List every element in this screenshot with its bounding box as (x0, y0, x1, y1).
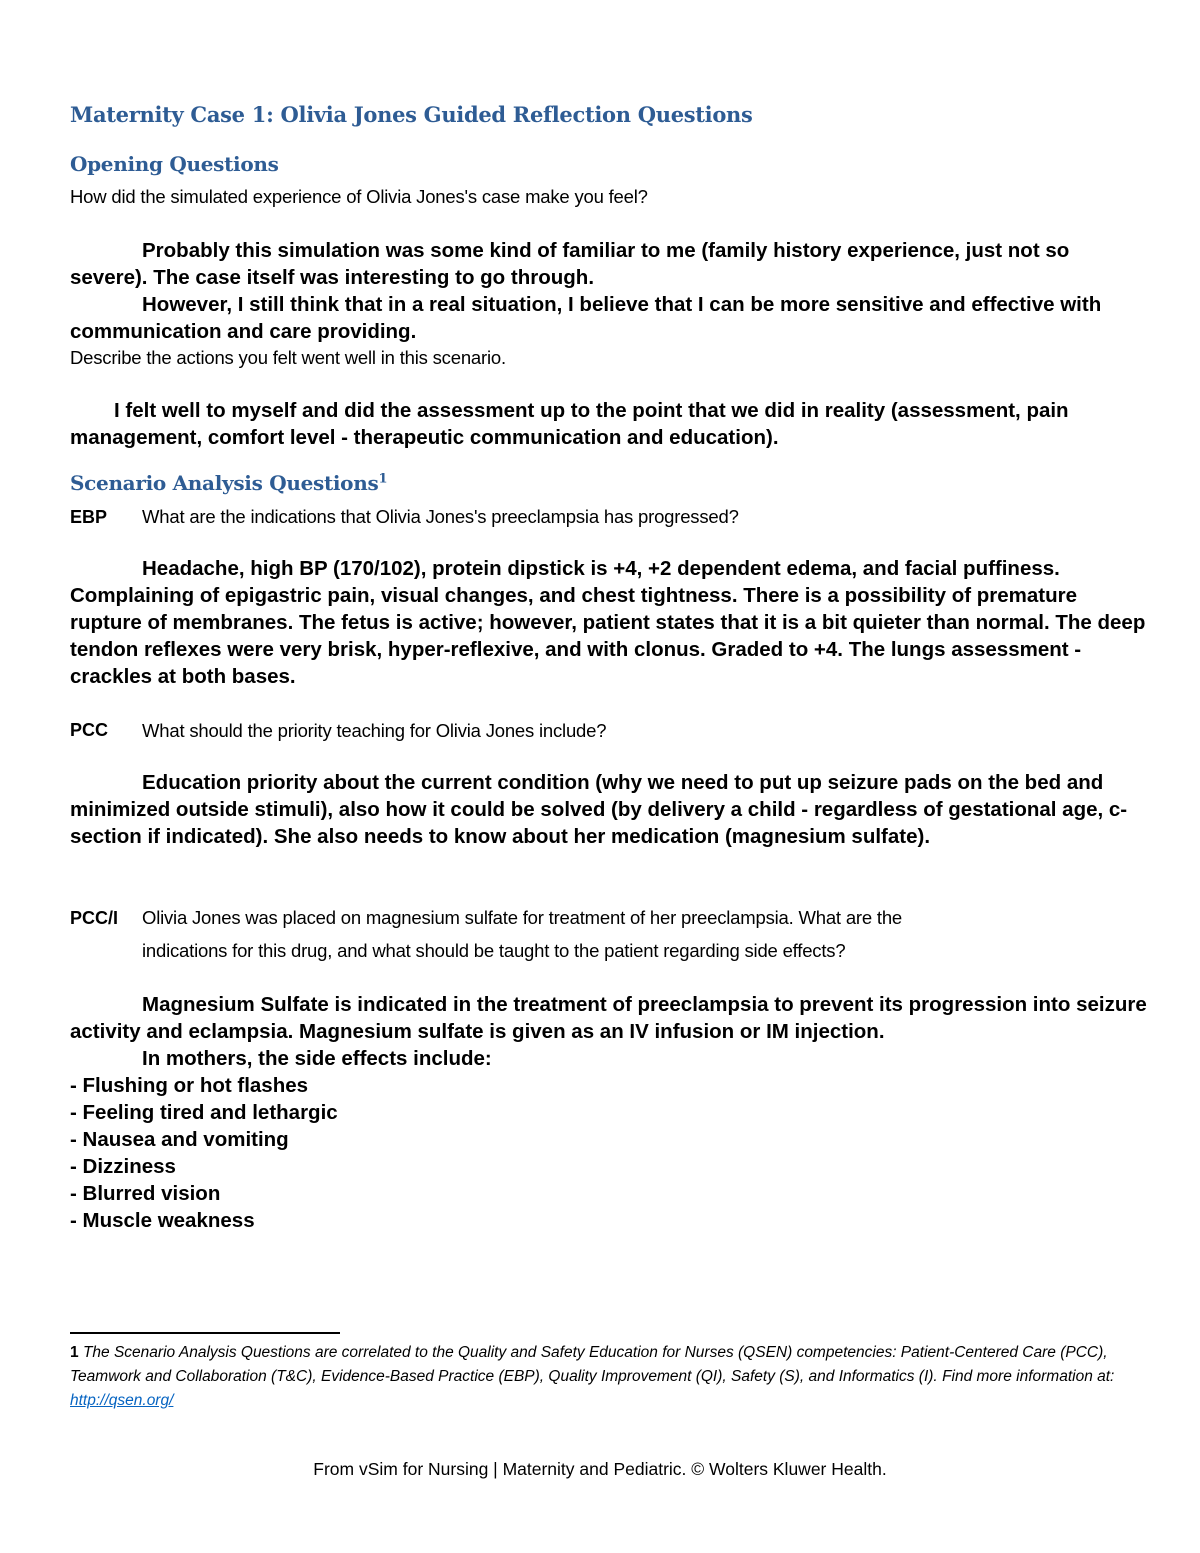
page-footer: From vSim for Nursing | Maternity and Pediatric. © Wolters Kluwer Health. (313, 1459, 887, 1479)
pcc-question: What should the priority teaching for Olivia Jones include? (142, 720, 607, 741)
opening-answer-1-p2: However, I still think that in a real situation, I believe that I can be more sensitive and effective with communication and care providing. (70, 293, 1102, 343)
list-item: - Blurred vision (70, 1182, 221, 1205)
pcci-answer-p2: In mothers, the side effects include: (142, 1047, 492, 1070)
footnote-number: 1 (70, 1344, 79, 1361)
pcci-label: PCC/I (70, 908, 119, 928)
side-effects-list (70, 1072, 1150, 1234)
opening-answer-2: I felt well to myself and did the assessment up to the point that we did in reality (assessment, pain management, comfort level - therapeutic communication and education). (70, 399, 1069, 449)
opening-question-2: Describe the actions you felt went well in this scenario. (70, 347, 506, 368)
list-item: - Flushing or hot flashes (70, 1074, 309, 1097)
ebp-question: What are the indications that Olivia Jones's preeclampsia has progressed? (142, 506, 739, 527)
pcci-answer-p1: Magnesium Sulfate is indicated in the treatment of preeclampsia to prevent its progression into seizure activity and eclampsia. Magnesium sulfate is given as an IV infusion or IM injection. (70, 993, 1147, 1043)
pcci-answer (70, 991, 1150, 1234)
list-item: - Feeling tired and lethargic (70, 1101, 338, 1124)
pcci-question-line-2: indications for this drug, and what should be taught to the patient regarding side effects? (142, 940, 846, 961)
opening-questions-heading: Opening Questions (70, 152, 279, 176)
list-item: - Muscle weakness (70, 1209, 255, 1232)
qsen-link[interactable]: http://qsen.org/ (70, 1392, 174, 1409)
pcc-label: PCC (70, 720, 109, 740)
ebp-answer: Headache, high BP (170/102), protein dipstick is +4, +2 dependent edema, and facial puffiness. Complaining of epigastric pain, visual changes, and chest tightness. There is a possibility of premature rupture of membranes. The fetus is active; however, patient states that it is a bit quieter than normal. The deep tendon reflexes were very brisk, hyper-reflexive, and with clonus. Graded to +4. The lungs assessment - crackles at both bases. (70, 557, 1146, 688)
pcc-answer: Education priority about the current condition (why we need to put up seizure pads on the bed and minimized outside stimuli), also how it could be solved (by delivery a child - regardless of gestational age, c-section if indicated). She also needs to know about her medication (magnesium sulfate). (70, 771, 1128, 848)
list-item: - Nausea and vomiting (70, 1128, 289, 1151)
opening-answer-1 (70, 237, 1150, 345)
scenario-analysis-heading: Scenario Analysis Questions$^1$ (70, 471, 388, 495)
footnote-ref: 1 (378, 471, 388, 487)
ebp-label: EBP (70, 507, 108, 527)
footnote (70, 1341, 1150, 1413)
footnote-divider (70, 1332, 340, 1334)
pcci-question-line-1: Olivia Jones was placed on magnesium sulfate for treatment of her preeclampsia. What are the (142, 907, 903, 928)
list-item: - Dizziness (70, 1155, 176, 1178)
opening-answer-1-p1: Probably this simulation was some kind of familiar to me (family history experience, just not so severe). The case itself was interesting to go through. (70, 239, 1070, 289)
footnote-text: The Scenario Analysis Questions are correlated to the Quality and Safety Education for Nurses (QSEN) competencies: Patient-Centered Care (PCC), Teamwork and Collaboration (T&C), Evidence-Based Practice (EBP), Quality Improvement (QI), Safety (S), and Informatics (I). (70, 1344, 1108, 1385)
footnote-more-label: Find more information at: (942, 1368, 1115, 1385)
opening-question-1: How did the simulated experience of Olivia Jones's case make you feel? (70, 186, 648, 207)
page-title: Maternity Case 1: Olivia Jones Guided Reflection Questions (70, 102, 753, 127)
